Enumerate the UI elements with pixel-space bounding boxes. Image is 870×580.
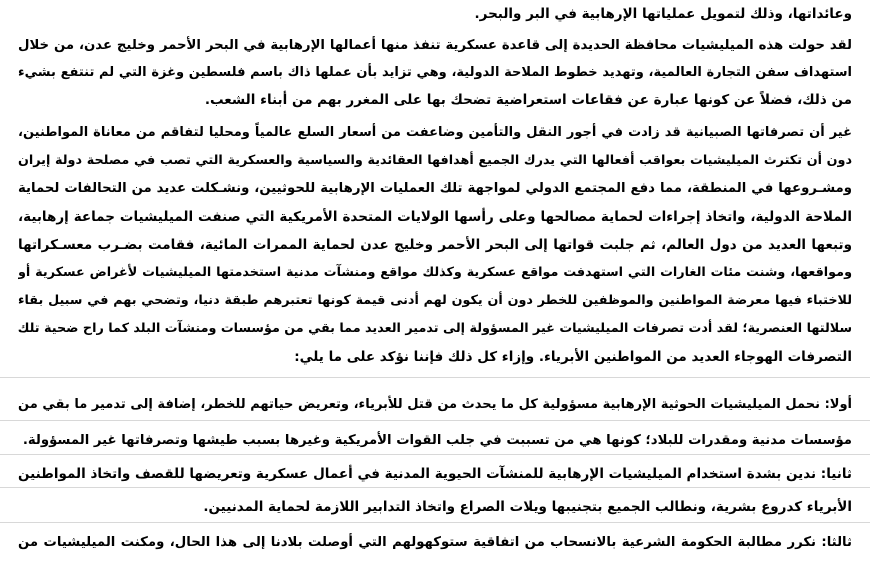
text-line: سلالتها العنصرية؛ لقد أدت تصرفات الميليشيات غير المسؤولة إلى تدمير العديد مما بقي من مؤسسات ومنشآت البلد كما راح ضحية تلك xyxy=(18,321,852,336)
text-line: ومواقعها، وشنت مئات الغارات التي استهدفت مواقع عسكرية وكذلك مواقع ومنشآت مدنية استخدمتها الميليشيات لأغراض عسكرية أو xyxy=(18,265,852,280)
text-line: مؤسسات مدنية ومقدرات للبلاد؛ كونها هي من تسببت في جلب القوات الأمريكية وغيرها بسبب طيشها وتصرفاتها غير المسؤولة. xyxy=(22,433,852,448)
text-line: أولا: نحمل الميليشيات الحوثية الإرهابية مسؤولية كل ما يحدث من قتل للأبرياء، وتعريض حياتهم للخطر، إضافة إلى تدمير ما بقي من xyxy=(18,397,852,412)
text-line: لقد حولت هذه الميليشيات محافظة الحديدة إلى قاعدة عسكرية تنفذ منها أعمالها الإرهابية في البحر الأحمر وخليج عدن، من خلال xyxy=(18,38,852,53)
divider xyxy=(0,487,870,488)
text-line: وعائداتها، وذلك لتمويل عملياتها الإرهابية في البر والبحر. xyxy=(474,6,852,22)
text-line: غير أن تصرفاتها الصبيانية قد زادت في أجور النقل والتأمين وضاعفت من أسعار السلع عالمياً ومحليا لتفاقم من معاناة المواطنين، xyxy=(18,125,852,140)
divider xyxy=(0,420,870,421)
text-line: التصرفات الهوجاء العديد من المواطنين الأبرياء. وإزاء كل ذلك فإننا نؤكد على ما يلي: xyxy=(294,349,852,365)
text-line: ثالثا: نكرر مطالبة الحكومة الشرعية بالانسحاب من اتفاقية ستوكهولهم التي أوصلت بلادنا إلى هذا الحال، ومكنت الميليشيات من xyxy=(18,535,852,550)
text-line: للاختباء فيها معرضة المواطنين والموظفين للخطر دون أن يكون لهم أدنى قيمة كونها تعتبرهم طبقة دنيا، وتضحي بهم في سبيل بقاء xyxy=(18,293,852,308)
text-line: من ذلك، فضلاً عن كونها عبارة عن فقاعات استعراضية تضحك بها على المغرر بهم من أبناء الشعب. xyxy=(204,92,852,108)
text-line: ثانيا: ندين بشدة استخدام الميليشيات الإرهابية للمنشآت الحيوية المدنية في أعمال عسكرية وتعريضها للقصف واتخاذ المواطنين xyxy=(18,466,852,482)
text-line: استهداف سفن التجارة العالمية، وتهديد خطوط الملاحة الدولية، وهي تزايد بأن عملها ذاك باسم فلسطين وغزة التي لم تنتفع بشيء xyxy=(18,65,852,80)
divider xyxy=(0,454,870,455)
text-line: الأبرياء كدروع بشرية، ونطالب الجميع بتجنيبها ويلات الصراع واتخاذ التدابير اللازمة لحماية المدنيين. xyxy=(203,499,852,515)
text-line: وتبعها العديد من دول العالم، ثم جلبت قواتها إلى البحر الأحمر وخليج عدن لحماية الممرات المائية، فقامت بضـرب معسـكراتها xyxy=(18,237,852,253)
text-line: الملاحة الدولية، واتخاذ إجراءات لحماية مصالحها وعلى رأسها الولايات المتحدة الأمريكية التي صنفت الميليشيات جماعة إرهابية، xyxy=(18,209,852,225)
divider xyxy=(0,522,870,523)
text-line: دون أن تكترث الميليشيات بعواقب أفعالها التي يدرك الجميع أهدافها العقائدية والسياسية والعسكرية التي تصب في مصلحة دولة إيران xyxy=(18,153,852,168)
divider xyxy=(0,377,870,378)
text-line: ومشـروعها في المنطقة، مما دفع المجتمع الدولي لمواجهة تلك العمليات الإرهابية للحوثيين، ونشـكلت عديد من التحالفات لحماية xyxy=(18,181,852,196)
